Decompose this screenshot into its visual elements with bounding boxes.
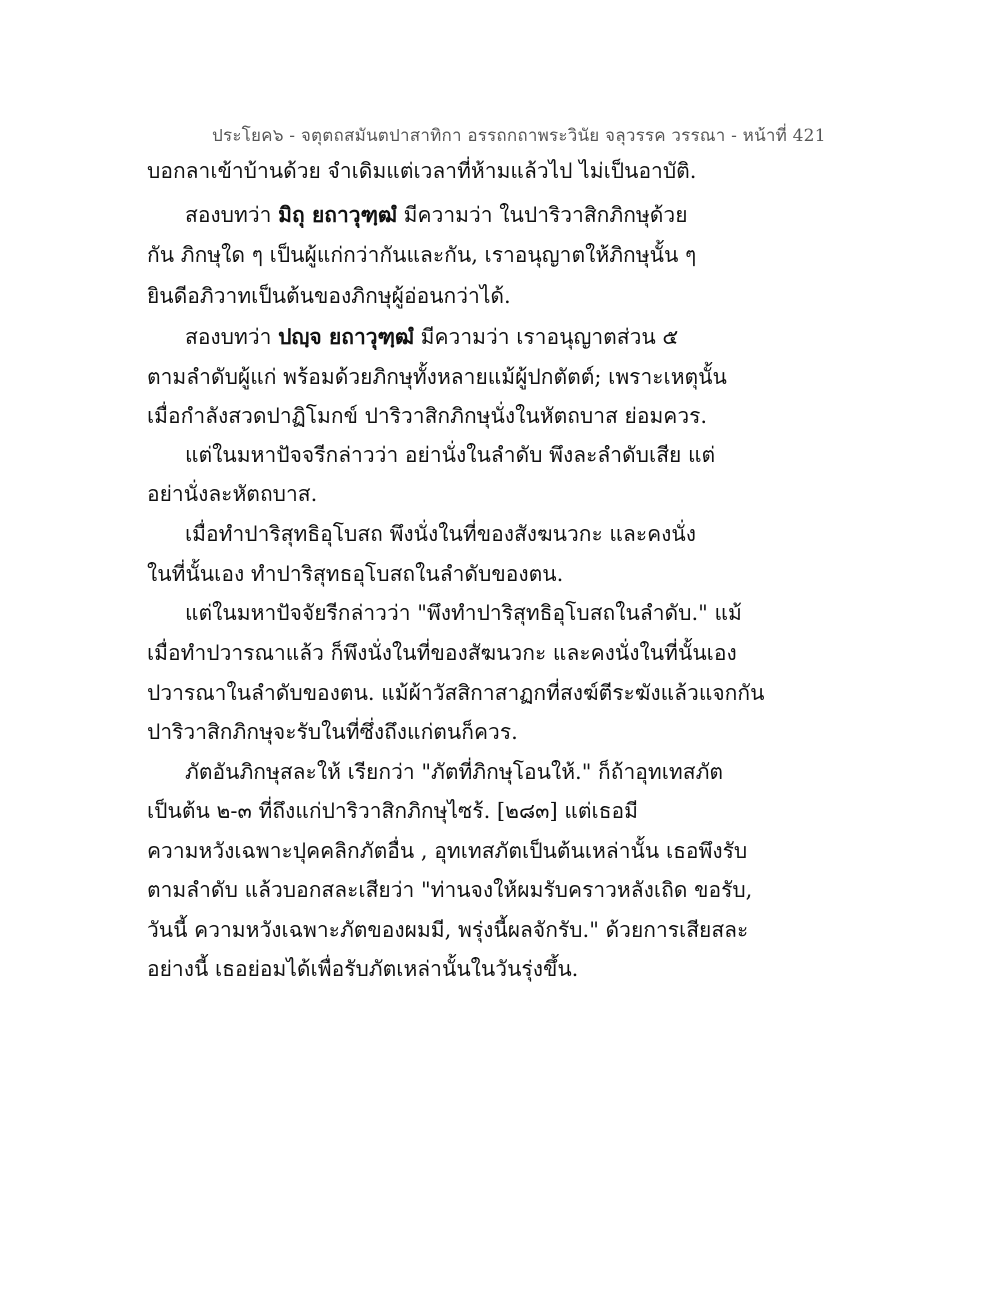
text-line: แต่ในมหาปัจจรีกล่าวว่า อย่านั่งในลำดับ พึงละลำดับเสีย แต่ [185, 443, 716, 467]
text-line: ตามลำดับ แล้วบอกสละเสียว่า "ท่านจงให้ผมรับคราวหลังเถิด ขอรับ, [147, 878, 753, 902]
text-line: เป็นต้น ๒-๓ ที่ถึงแก่ปาริวาสิกภิกษุไซร้. [๒๘๓] แต่เธอมี [147, 799, 639, 823]
text-line [185, 322, 678, 352]
text-line: ภัตอันภิกษุสละให้ เรียกว่า "ภัตที่ภิกษุโอนให้." ก็ถ้าอุทเทสภัต [185, 760, 724, 784]
bold-pali-term: มิถุ ยถาวุฑฺฒํ [278, 202, 397, 227]
text-line: กัน ภิกษุใด ๆ เป็นผู้แก่กว่ากันและกัน, เราอนุญาตให้ภิกษุนั้น ๆ [147, 243, 697, 267]
running-header: ประโยค๖ - จตุตถสมันตปาสาทิกา อรรถกถาพระวินัย จลุวรรค วรรณา - หน้าที่ 421 [212, 126, 826, 146]
bold-pali-term: ปญฺจ ยถาวุฑฺฒํ [278, 324, 414, 349]
text-line: อย่านั่งละหัตถบาส. [147, 482, 318, 506]
text-line: เมื่อทำปวารณาแล้ว ก็พึงนั่งในที่ของสัฆนวกะ และคงนั่งในที่นั้นเอง [147, 641, 737, 665]
text-line: ปาริวาสิกภิกษุจะรับในที่ซึ่งถึงแก่ตนก็ควร. [147, 720, 518, 744]
text-span: สองบทว่า [185, 203, 279, 227]
text-line: ในที่นั้นเอง ทำปาริสุทธอุโบสถในลำดับของตน. [147, 562, 564, 586]
text-line: แต่ในมหาปัจจัยรีกล่าวว่า "พึงทำปาริสุทธิอุโบสถในลำดับ." แม้ [185, 601, 742, 625]
text-line: ปวารณาในลำดับของตน. แม้ผ้าวัสสิกาสาฏกที่สงฆ์ตีระฆังแล้วแจกกัน [147, 681, 765, 705]
text-line: บอกลาเข้าบ้านด้วย จำเดิมแต่เวลาที่ห้ามแล้วไป ไม่เป็นอาบัติ. [147, 159, 697, 183]
text-line: วันนี้ ความหวังเฉพาะภัตของผมมี, พรุ่งนี้ผลจักรับ." ด้วยการเสียสละ [147, 918, 749, 942]
text-line: ความหวังเฉพาะปุคคลิกภัตอื่น , อุทเทสภัตเป็นต้นเหล่านั้น เธอพึงรับ [147, 839, 748, 863]
text-span: มีความว่า ในปาริวาสิกภิกษุด้วย [397, 203, 688, 227]
text-line: ยินดีอภิวาทเป็นต้นของภิกษุผู้อ่อนกว่าได้. [147, 284, 511, 308]
text-span: สองบทว่า [185, 325, 279, 349]
text-span: มีความว่า เราอนุญาตส่วน ๕ [413, 325, 679, 349]
text-line: เมื่อกำลังสวดปาฏิโมกข์ ปาริวาสิกภิกษุนั่งในหัตถบาส ย่อมควร. [147, 404, 708, 428]
text-line: เมื่อทำปาริสุทธิอุโบสถ พึงนั่งในที่ของสังฆนวกะ และคงนั่ง [185, 522, 697, 546]
text-line: อย่างนี้ เธอย่อมได้เพื่อรับภัตเหล่านั้นในวันรุ่งขึ้น. [147, 957, 579, 981]
text-line: ตามลำดับผู้แก่ พร้อมด้วยภิกษุทั้งหลายแม้ผู้ปกตัตต์; เพราะเหตุนั้น [147, 365, 727, 389]
text-line [185, 200, 688, 230]
